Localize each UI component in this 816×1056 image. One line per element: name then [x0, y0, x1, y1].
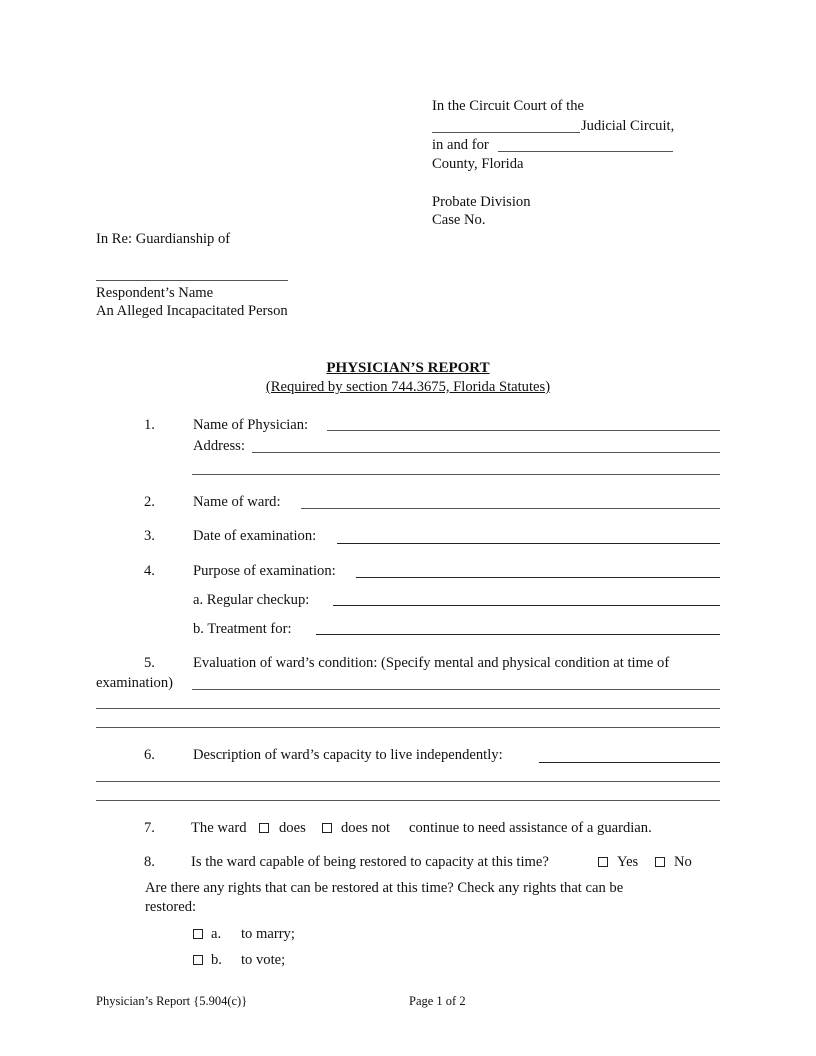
ward-condition-field-line-2[interactable] [96, 708, 720, 709]
right-marry-checkbox[interactable] [193, 929, 203, 939]
right-b-letter: b. [211, 952, 222, 968]
item-8-number: 8. [144, 854, 155, 870]
yes-label: Yes [617, 854, 639, 870]
does-not-checkbox[interactable] [322, 823, 332, 833]
ward-condition-label-cont: examination) [96, 675, 173, 691]
rights-question-cont: restored: [145, 899, 197, 915]
no-checkbox[interactable] [655, 857, 665, 867]
regular-checkup-field[interactable] [333, 605, 720, 606]
report-subtitle: (Required by section 744.3675, Florida Statutes) [265, 379, 551, 395]
independent-living-field-line-2[interactable] [96, 781, 720, 782]
respondent-name-label: Respondent’s Name [96, 285, 214, 301]
court-line-4: County, Florida [432, 156, 524, 172]
ward-name-label: Name of ward: [193, 494, 281, 510]
item-5-number: 5. [144, 655, 155, 671]
ward-name-field[interactable] [301, 508, 720, 509]
right-marry-label: to marry; [241, 926, 295, 942]
respondent-name-blank[interactable] [96, 280, 288, 281]
right-a-letter: a. [211, 926, 222, 942]
physician-name-field[interactable] [327, 430, 720, 431]
exam-purpose-label: Purpose of examination: [193, 563, 336, 579]
exam-date-label: Date of examination: [193, 528, 317, 544]
does-checkbox[interactable] [259, 823, 269, 833]
ward-condition-field-line-3[interactable] [96, 727, 720, 728]
case-number-label: Case No. [432, 212, 486, 228]
probate-division: Probate Division [432, 194, 531, 210]
does-not-label: does not [341, 820, 391, 836]
exam-date-field[interactable] [337, 543, 720, 544]
court-line-2: Judicial Circuit, [581, 118, 675, 134]
ward-prefix-label: The ward [191, 820, 247, 836]
address-field-line-2[interactable] [192, 474, 720, 475]
independent-living-label: Description of ward’s capacity to live independently: [193, 747, 503, 763]
judicial-circuit-blank[interactable] [432, 132, 580, 133]
ward-condition-label: Evaluation of ward’s condition: (Specify mental and physical condition at time of [193, 655, 670, 671]
exam-purpose-field[interactable] [356, 577, 720, 578]
report-title: PHYSICIAN’S REPORT [326, 360, 490, 376]
footer-form-id: Physician’s Report {5.904(c)} [96, 994, 248, 1008]
regular-checkup-label: a. Regular checkup: [193, 592, 310, 608]
right-vote-label: to vote; [241, 952, 286, 968]
independent-living-field-line-3[interactable] [96, 800, 720, 801]
rights-question: Are there any rights that can be restored at this time? Check any rights that can be [145, 880, 624, 896]
address-label: Address: [193, 438, 245, 454]
treatment-for-field[interactable] [316, 634, 720, 635]
item-4-number: 4. [144, 563, 155, 579]
physician-name-label: Name of Physician: [193, 417, 309, 433]
item-1-number: 1. [144, 417, 155, 433]
address-field[interactable] [252, 452, 720, 453]
item-2-number: 2. [144, 494, 155, 510]
no-label: No [674, 854, 692, 870]
does-label: does [279, 820, 306, 836]
treatment-for-label: b. Treatment for: [193, 621, 292, 637]
item-7-number: 7. [144, 820, 155, 836]
alleged-incapacitated-label: An Alleged Incapacitated Person [96, 303, 288, 319]
item-3-number: 3. [144, 528, 155, 544]
item-6-number: 6. [144, 747, 155, 763]
ward-condition-field[interactable] [192, 689, 720, 690]
guardian-need-label: continue to need assistance of a guardian. [409, 820, 652, 836]
court-line-3: in and for [432, 137, 489, 153]
restoration-question: Is the ward capable of being restored to capacity at this time? [191, 854, 549, 870]
independent-living-field[interactable] [539, 762, 720, 763]
in-re-label: In Re: Guardianship of [96, 231, 231, 247]
right-vote-checkbox[interactable] [193, 955, 203, 965]
county-blank[interactable] [498, 151, 673, 152]
yes-checkbox[interactable] [598, 857, 608, 867]
footer-page-number: Page 1 of 2 [409, 994, 466, 1008]
court-line-1: In the Circuit Court of the [432, 98, 584, 114]
